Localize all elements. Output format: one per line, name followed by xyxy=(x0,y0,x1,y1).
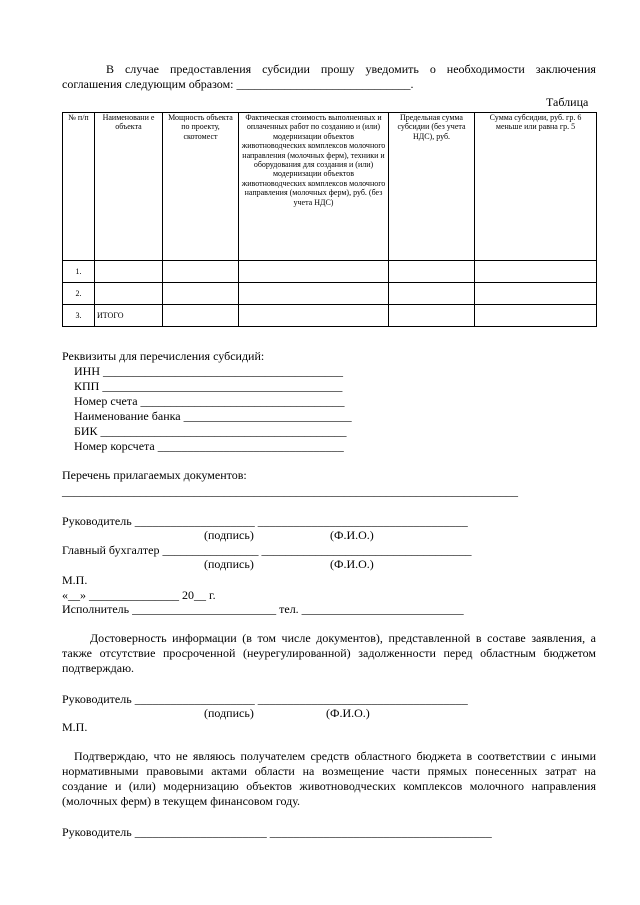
table-cell xyxy=(163,283,239,305)
requisite-inn: ИНН ________________________________________ xyxy=(74,364,343,378)
fio-caption: (Ф.И.О.) xyxy=(330,557,374,571)
intro-word: случае xyxy=(124,62,159,76)
table-cell xyxy=(475,283,597,305)
requisites-title: Реквизиты для перечисления субсидий: xyxy=(62,349,265,363)
table-cell xyxy=(389,305,475,327)
documents-line: ____________________________________________________________________________ xyxy=(62,484,518,498)
table-cell xyxy=(239,261,389,283)
intro-word: субсидии xyxy=(262,62,310,76)
head-signature-line: Руководитель ____________________ ___________________________________ xyxy=(62,514,468,528)
table-header-row xyxy=(63,113,597,261)
header-num: № п/п xyxy=(63,113,95,261)
confirmation-paragraph-1: Достоверность информации (в том числе документов), представленной в составе заявления, а также отсутствие просроченной (неурегулированной) задолженности перед областным бюджетом подтверждаю. xyxy=(62,631,596,675)
table-cell xyxy=(163,261,239,283)
intro-word: В xyxy=(106,62,115,76)
intro-word: предоставления xyxy=(169,62,252,76)
stamp-place: М.П. xyxy=(62,573,88,587)
row-num: 1. xyxy=(63,261,95,283)
requisite-account: Номер счета __________________________________ xyxy=(74,394,345,408)
signature-caption: (подпись) xyxy=(204,528,254,542)
documents-title: Перечень прилагаемых документов: xyxy=(62,468,247,482)
table-row xyxy=(63,305,597,327)
signature-caption: (подпись) xyxy=(204,706,254,720)
table-cell xyxy=(163,305,239,327)
intro-word: о xyxy=(429,62,436,76)
intro-word: заключения xyxy=(535,62,596,76)
header-subsidy-sum: Сумма субсидии, руб. гр. 6 меньше или равна гр. 5 xyxy=(475,113,597,261)
subsidy-table xyxy=(62,112,597,327)
table-row xyxy=(63,261,597,283)
row-name xyxy=(95,283,163,305)
intro-word: уведомить xyxy=(365,62,419,76)
header-object-name: Наименовани е объекта xyxy=(95,113,163,261)
intro-word: необходимости xyxy=(446,62,525,76)
intro-line-1 xyxy=(106,62,596,76)
executor-line: Исполнитель ________________________ тел. ___________________________ xyxy=(62,602,464,616)
header-max-subsidy: Предельная сумма субсидии (без учета НДС), руб. xyxy=(389,113,475,261)
row-name: ИТОГО xyxy=(95,305,163,327)
head-signature-line: Руководитель ______________________ _____________________________________ xyxy=(62,825,492,839)
row-num: 3. xyxy=(63,305,95,327)
table-cell xyxy=(389,283,475,305)
header-actual-cost: Фактическая стоимость выполненных и оплаченных работ по созданию и (или) модернизации объектов животноводческих комплексов молочного направления (молочных ферм), техники и оборудования для создания и (или) модернизации объектов животноводческих комплексов молочного направления (молочных ферм), руб. (без учета НДС) xyxy=(239,113,389,261)
table-cell xyxy=(475,305,597,327)
date-line: «__» _______________ 20__ г. xyxy=(62,588,216,602)
row-name xyxy=(95,261,163,283)
table-cell xyxy=(389,261,475,283)
head-signature-line: Руководитель ____________________ ___________________________________ xyxy=(62,692,468,706)
signature-caption: (подпись) xyxy=(204,557,254,571)
fio-caption: (Ф.И.О.) xyxy=(330,528,374,542)
table-cell xyxy=(239,283,389,305)
intro-line-2: соглашения следующим образом: _____________________________. xyxy=(62,77,414,91)
table-row xyxy=(63,283,597,305)
accountant-signature-line: Главный бухгалтер ________________ ___________________________________ xyxy=(62,543,472,557)
header-capacity: Мощность объекта по проекту, скотомест xyxy=(163,113,239,261)
requisite-kpp: КПП ________________________________________ xyxy=(74,379,343,393)
confirmation-paragraph-2: Подтверждаю, что не являюсь получателем средств областного бюджета в соответствии с иными нормативными правовыми актами области на возмещение части прямых понесенных затрат на создание и (или) модернизацию объектов животноводческих комплексов молочного направления (молочных ферм) в текущем финансовом году. xyxy=(62,749,596,808)
requisite-bank: Наименование банка ____________________________ xyxy=(74,409,352,423)
table-cell xyxy=(475,261,597,283)
stamp-place: М.П. xyxy=(62,720,88,734)
requisite-corr-account: Номер корсчета _______________________________ xyxy=(74,439,344,453)
table-caption: Таблица xyxy=(546,95,589,109)
requisite-bik: БИК _________________________________________ xyxy=(74,424,347,438)
table-cell xyxy=(239,305,389,327)
row-num: 2. xyxy=(63,283,95,305)
fio-caption: (Ф.И.О.) xyxy=(326,706,370,720)
intro-word: прошу xyxy=(320,62,355,76)
